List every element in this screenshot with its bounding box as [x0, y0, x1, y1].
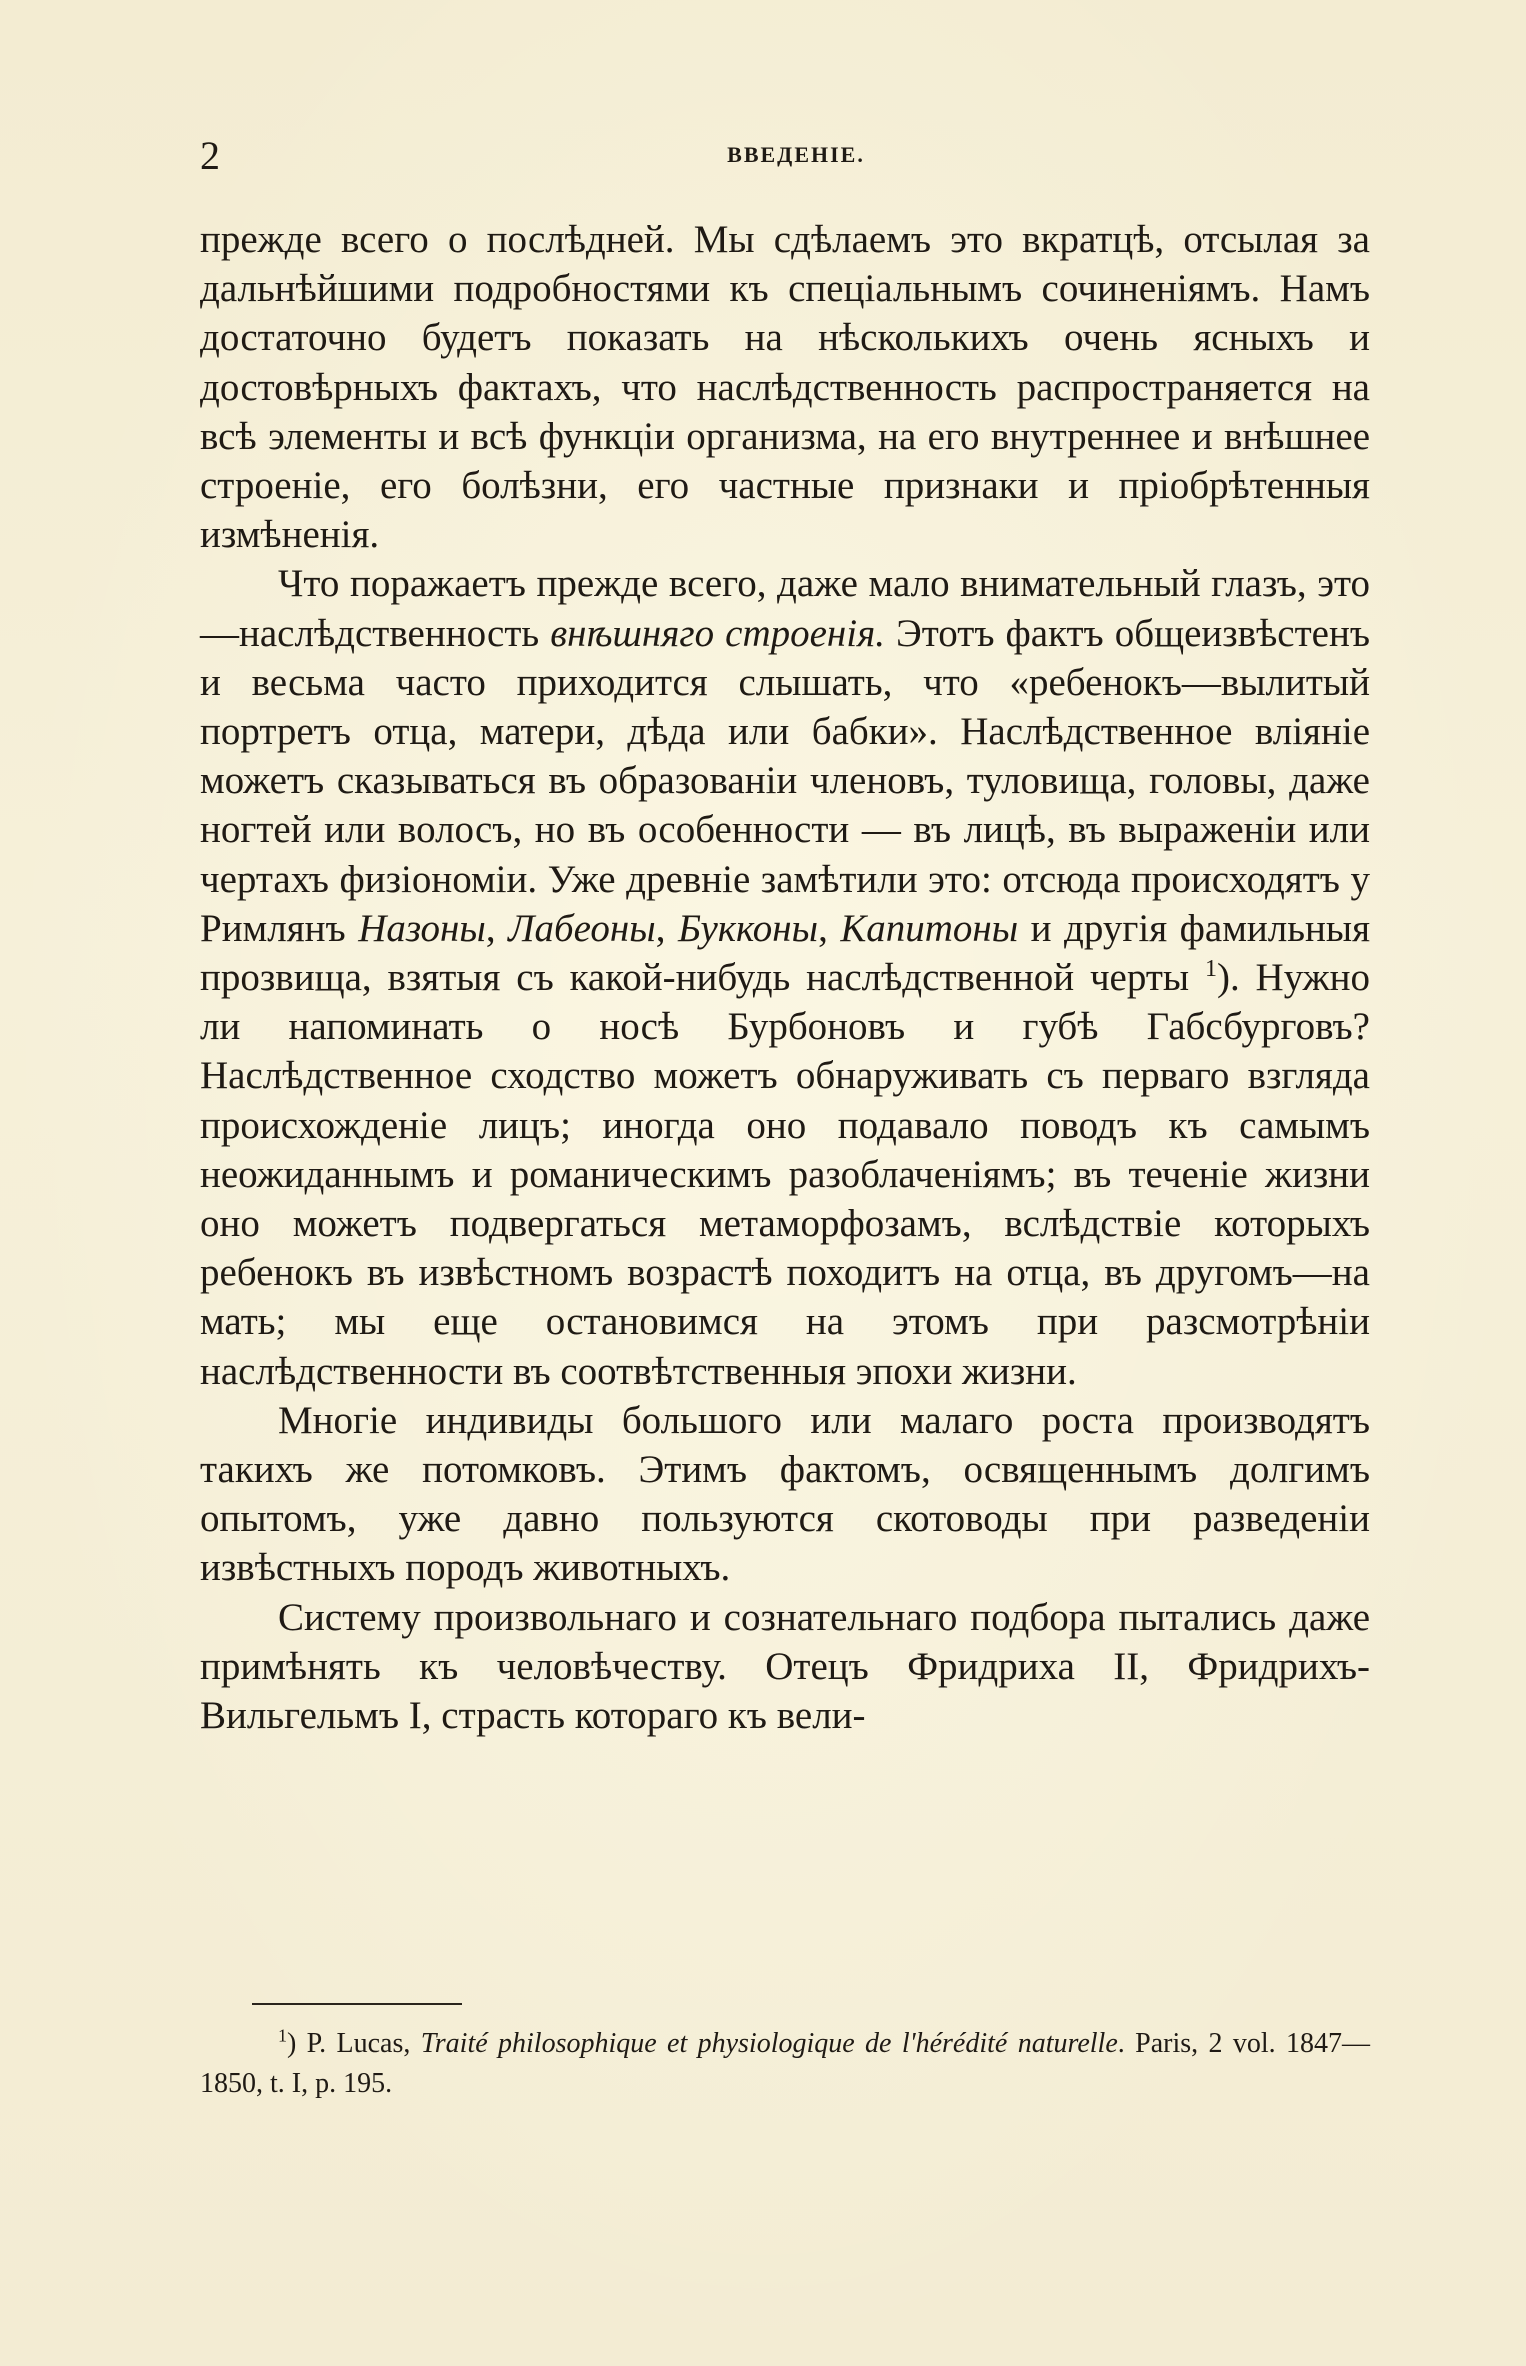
text-run: , [485, 906, 509, 950]
paragraph [200, 1593, 1370, 1741]
running-head [200, 132, 1392, 182]
paragraph [200, 1396, 1370, 1593]
italic-text: Букконы [677, 906, 819, 950]
footnote-text: ) P. Lucas, [287, 2028, 421, 2059]
text-run: Этотъ фактъ общеизвѣстенъ и весьма часто приходится слышать, что «ребенокъ—вылитый портретъ отца, матери, дѣда или бабки». Наслѣдственное вліяніе можетъ сказываться въ образованіи членовъ, туловища, головы, даже ногтей или волосъ, но въ особенности — въ лицѣ, въ выраженіи или чертахъ физіономіи. Уже древніе замѣтили это: отсюда происходятъ у Римлянъ [200, 611, 1370, 950]
italic-text: внѣшняго строенія. [550, 611, 885, 655]
text-run: Что поражаетъ прежде всего, даже мало внимательный глазъ, это—наслѣдственность [200, 562, 1370, 655]
italic-text: Назоны [358, 906, 486, 950]
text-run: Многіе индивиды большого или малаго роста производятъ такихъ же потомковъ. Этимъ фактомъ, освященнымъ долгимъ опытомъ, уже давно пользуются скотоводы при разведеніи извѣстныхъ породъ животныхъ. [200, 1398, 1370, 1590]
footnote-mark: 1 [278, 2025, 287, 2046]
text-run: и другія фамильныя прозвища, взятыя съ какой-нибудь наслѣдственной черты [200, 906, 1371, 1000]
footnote [200, 2024, 1370, 2104]
text-run: , [818, 906, 841, 950]
text-run: Систему произвольнаго и сознательнаго подбора пытались даже примѣнять къ человѣчеству. Отецъ Фридриха II, Фридрихъ-Вильгельмъ I, страсть котораго къ вели- [200, 1595, 1370, 1738]
text-run: прежде всего о послѣдней. Мы сдѣлаемъ это вкратцѣ, отсылая за дальнѣйшими подробностями къ спеціальнымъ сочиненіямъ. Намъ достаточно будетъ показать на нѣсколькихъ очень ясныхъ и достовѣрныхъ фактахъ, что наслѣдственность распространяется на всѣ элементы и всѣ функціи организма, на его внутреннее и внѣшнее строеніе, его болѣзни, его частные признаки и пріобрѣтенныя измѣненія. [200, 218, 1370, 557]
running-title: ВВЕДЕНІЕ. [727, 142, 865, 167]
footnote-text: . Paris, 2 vol. 1847—1850, t. I, p. 195. [200, 2028, 1370, 2099]
footnote-title: Traité philosophique et physiologique de l'hérédité naturelle [420, 2028, 1118, 2059]
page-number: 2 [200, 133, 220, 178]
italic-text: Лабеоны [508, 906, 656, 950]
paragraph [200, 559, 1370, 1395]
italic-text: Капитоны [840, 906, 1019, 950]
text-run: ). Нужно ли напоминать о носѣ Бурбоновъ и губѣ Габсбурговъ? Наслѣдственное сходство можетъ обнаруживать съ перваго взгляда происхожденіе лицъ; иногда оно подавало поводъ къ самымъ неожиданнымъ и романическимъ разоблаченіямъ; въ теченіе жизни оно можетъ подвергаться метаморфозамъ, вслѣдствіе которыхъ ребенокъ въ извѣстномъ возрастѣ походитъ на отца, въ другомъ—на мать; мы еще остановимся на этомъ при разсмотрѣніи наслѣдственности въ соотвѣтственныя эпохи жизни. [200, 956, 1370, 1393]
body-text [200, 215, 1370, 1740]
paragraph [200, 215, 1370, 559]
footnote-divider [252, 2003, 462, 2005]
footnote-reference: 1 [1204, 956, 1217, 983]
text-run: , [655, 906, 678, 950]
